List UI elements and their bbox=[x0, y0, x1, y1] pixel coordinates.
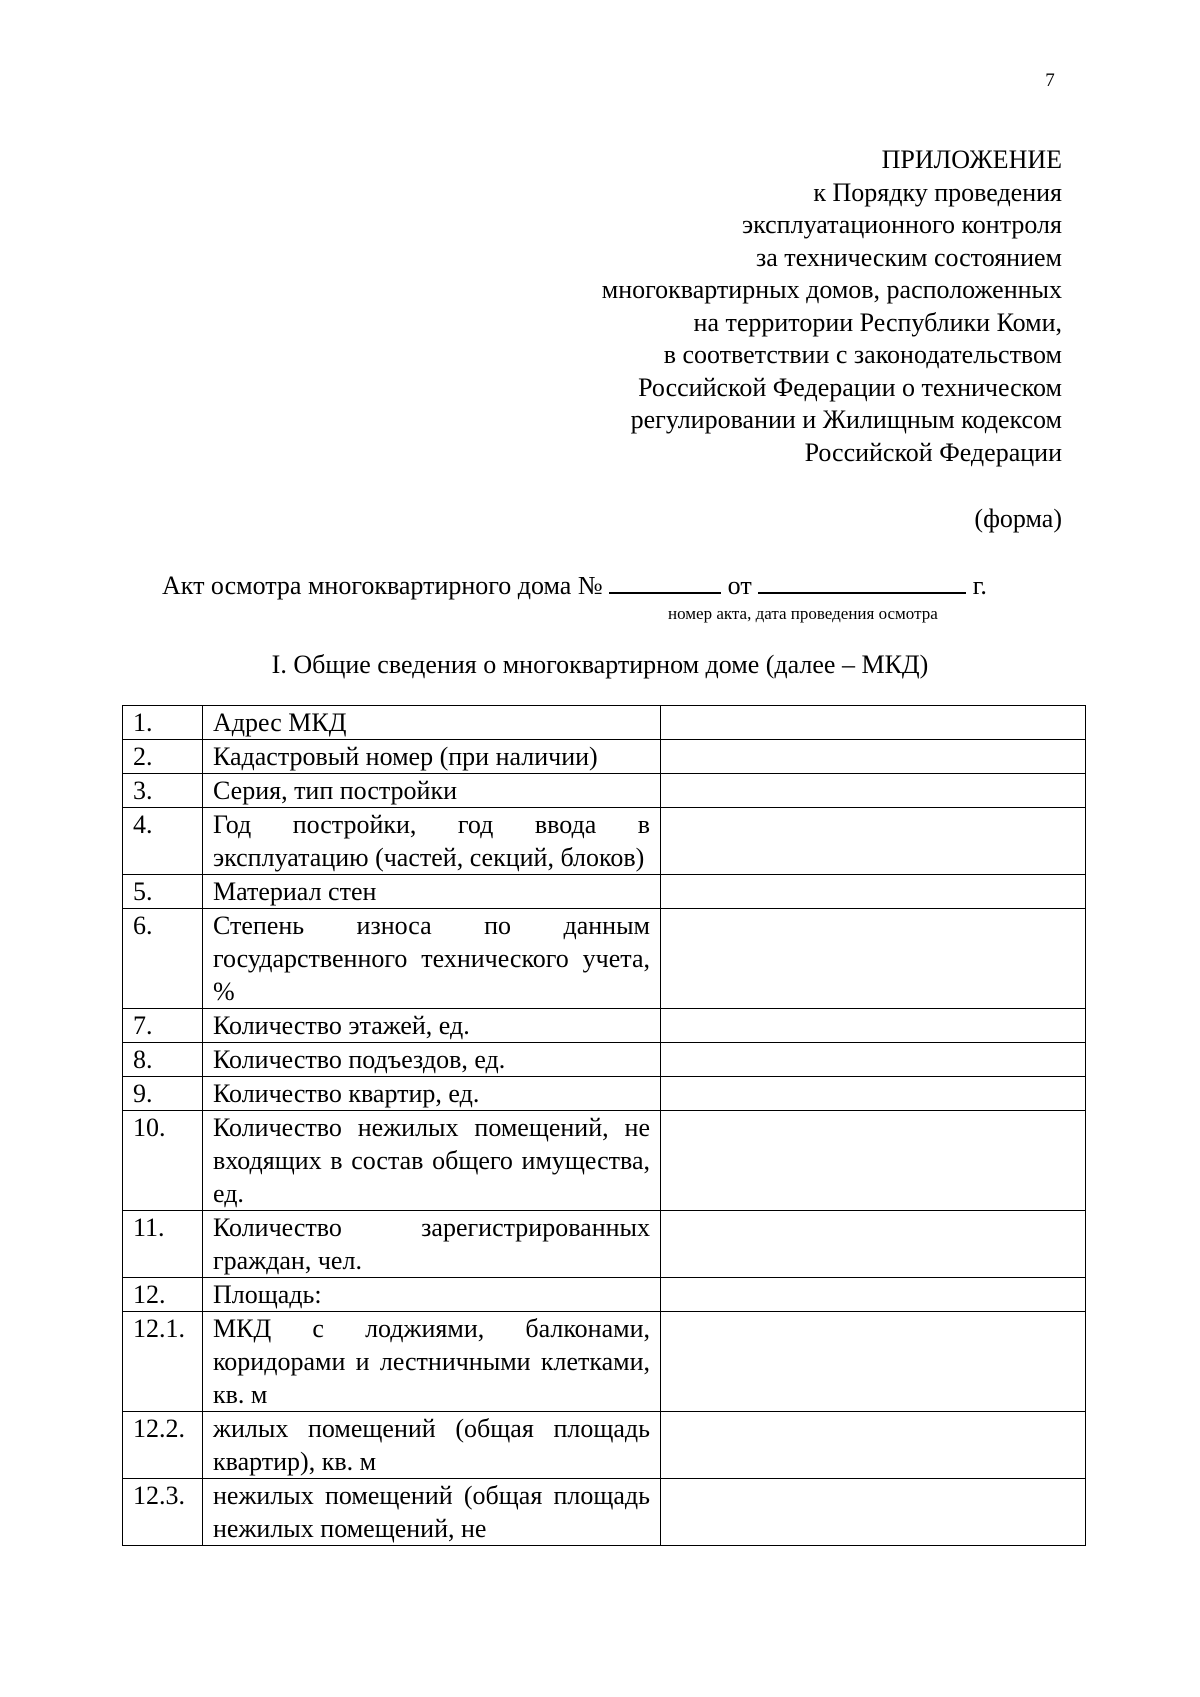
row-number: 6. bbox=[123, 909, 203, 1009]
row-value[interactable] bbox=[661, 1111, 1086, 1211]
row-value[interactable] bbox=[661, 1312, 1086, 1412]
act-date-blank[interactable] bbox=[758, 568, 966, 594]
table-row bbox=[123, 909, 1086, 1009]
row-name: Степень износа по данным государственного технического учета, % bbox=[203, 909, 661, 1009]
appendix-line: в соответствии с законодательством bbox=[663, 340, 1062, 369]
appendix-line: регулировании и Жилищным кодексом bbox=[630, 405, 1062, 434]
row-number: 5. bbox=[123, 875, 203, 909]
row-value[interactable] bbox=[661, 1278, 1086, 1312]
row-name: Количество нежилых помещений, не входящих в состав общего имущества, ед. bbox=[203, 1111, 661, 1211]
table-row bbox=[123, 1412, 1086, 1479]
row-value[interactable] bbox=[661, 1412, 1086, 1479]
table-row bbox=[123, 1479, 1086, 1546]
row-number: 2. bbox=[123, 740, 203, 774]
act-title bbox=[162, 568, 987, 601]
table-row bbox=[123, 875, 1086, 909]
page-number: 7 bbox=[1045, 70, 1055, 91]
row-number: 12.3. bbox=[123, 1479, 203, 1546]
row-value[interactable] bbox=[661, 1077, 1086, 1111]
row-value[interactable] bbox=[661, 1479, 1086, 1546]
appendix-line: ПРИЛОЖЕНИЕ bbox=[881, 145, 1062, 174]
row-value[interactable] bbox=[661, 706, 1086, 740]
table-row bbox=[123, 706, 1086, 740]
act-number-blank[interactable] bbox=[609, 568, 721, 594]
row-number: 9. bbox=[123, 1077, 203, 1111]
info-table bbox=[122, 705, 1086, 1546]
row-name: нежилых помещений (общая площадь нежилых помещений, не bbox=[203, 1479, 661, 1546]
row-name: Год постройки, год ввода в эксплуатацию (частей, секций, блоков) bbox=[203, 808, 661, 875]
row-number: 10. bbox=[123, 1111, 203, 1211]
act-from-word: от bbox=[727, 571, 752, 600]
row-number: 11. bbox=[123, 1211, 203, 1278]
row-name: Количество этажей, ед. bbox=[203, 1009, 661, 1043]
table-row bbox=[123, 1111, 1086, 1211]
appendix-header bbox=[362, 144, 1062, 469]
table-row bbox=[123, 1009, 1086, 1043]
row-value[interactable] bbox=[661, 875, 1086, 909]
appendix-line: на территории Республики Коми, bbox=[693, 307, 1062, 337]
table-row bbox=[123, 1077, 1086, 1111]
row-name: Адрес МКД bbox=[203, 706, 661, 740]
row-name: Количество зарегистрированных граждан, чел. bbox=[203, 1211, 661, 1278]
row-number: 12.1. bbox=[123, 1312, 203, 1412]
row-name: Площадь: bbox=[203, 1278, 661, 1312]
row-name: Серия, тип постройки bbox=[203, 774, 661, 808]
act-title-prefix: Акт осмотра многоквартирного дома № bbox=[162, 571, 603, 600]
row-value[interactable] bbox=[661, 1211, 1086, 1278]
row-number: 7. bbox=[123, 1009, 203, 1043]
row-value[interactable] bbox=[661, 909, 1086, 1009]
row-number: 4. bbox=[123, 808, 203, 875]
row-number: 12.2. bbox=[123, 1412, 203, 1479]
appendix-line: Российской Федерации bbox=[804, 437, 1062, 467]
appendix-line: многоквартирных домов, расположенных bbox=[601, 275, 1062, 304]
row-value[interactable] bbox=[661, 774, 1086, 808]
row-number: 12. bbox=[123, 1278, 203, 1312]
act-hint: номер акта, дата проведения осмотра bbox=[668, 604, 938, 623]
row-name: МКД с лоджиями, балконами, коридорами и лестничными клетками, кв. м bbox=[203, 1312, 661, 1412]
row-number: 8. bbox=[123, 1043, 203, 1077]
row-value[interactable] bbox=[661, 1043, 1086, 1077]
appendix-line: за техническим состоянием bbox=[755, 242, 1062, 272]
table-row bbox=[123, 1312, 1086, 1412]
row-number: 3. bbox=[123, 774, 203, 808]
table-row bbox=[123, 1043, 1086, 1077]
row-name: Кадастровый номер (при наличии) bbox=[203, 740, 661, 774]
appendix-line: к Порядку проведения bbox=[813, 177, 1062, 207]
form-label: (форма) bbox=[974, 504, 1062, 533]
table-row bbox=[123, 1211, 1086, 1278]
row-name: Количество квартир, ед. bbox=[203, 1077, 661, 1111]
row-value[interactable] bbox=[661, 740, 1086, 774]
appendix-line: Российской Федерации о техническом bbox=[638, 372, 1062, 402]
row-value[interactable] bbox=[661, 1009, 1086, 1043]
section-title: I. Общие сведения о многоквартирном доме (далее – МКД) bbox=[271, 650, 929, 679]
table-row bbox=[123, 1278, 1086, 1312]
row-number: 1. bbox=[123, 706, 203, 740]
row-name: Материал стен bbox=[203, 875, 661, 909]
table-row bbox=[123, 774, 1086, 808]
table-row bbox=[123, 740, 1086, 774]
act-year-suffix: г. bbox=[972, 571, 987, 600]
table-row bbox=[123, 808, 1086, 875]
appendix-line: эксплуатационного контроля bbox=[742, 210, 1062, 239]
row-name: жилых помещений (общая площадь квартир), кв. м bbox=[203, 1412, 661, 1479]
row-name: Количество подъездов, ед. bbox=[203, 1043, 661, 1077]
row-value[interactable] bbox=[661, 808, 1086, 875]
